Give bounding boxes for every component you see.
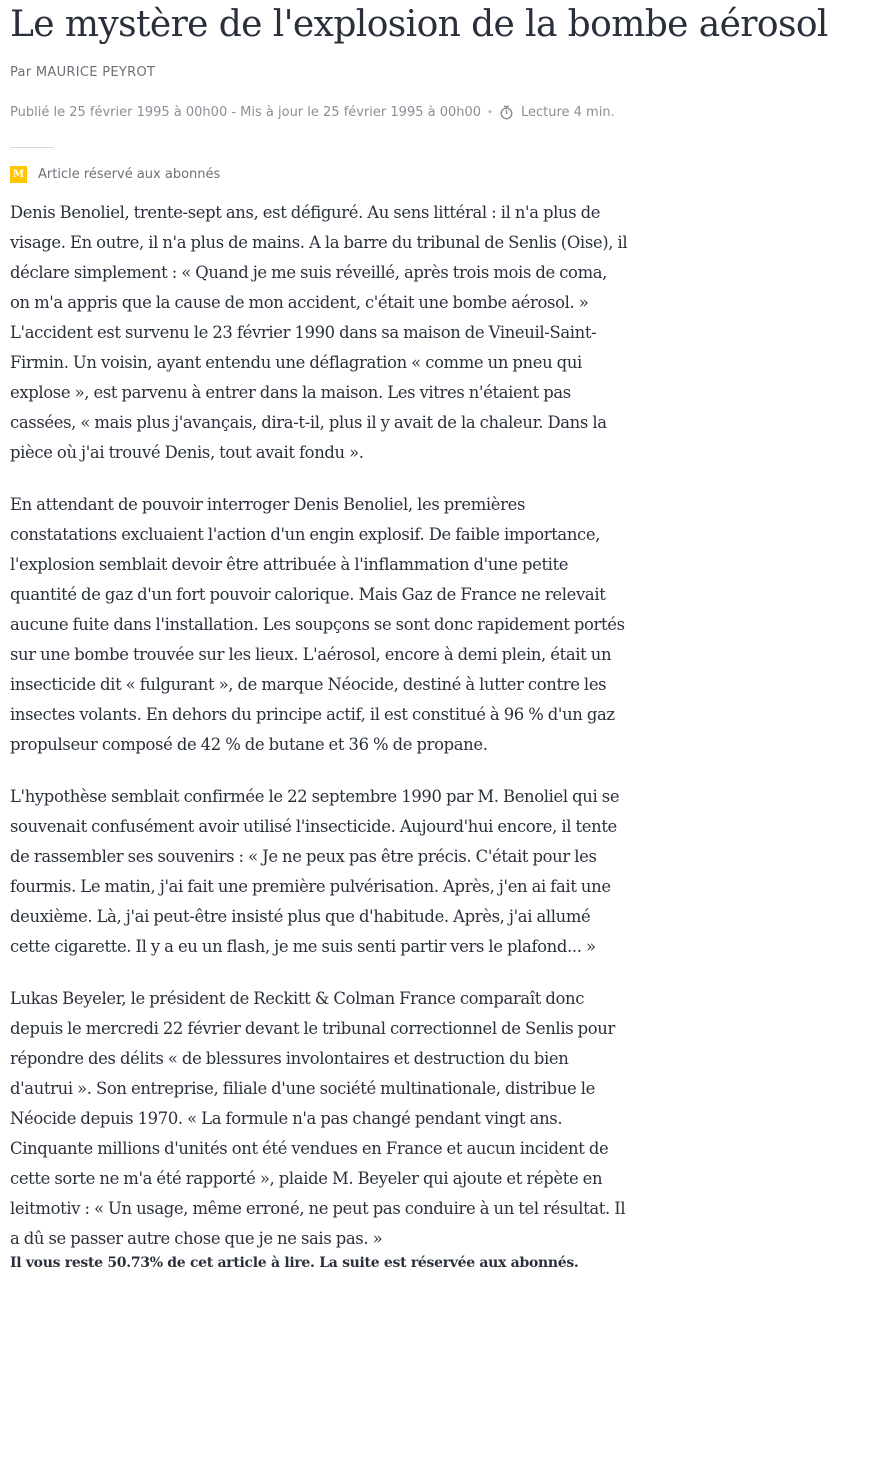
publication-dates: Publié le 25 février 1995 à 00h00 - Mis à jour le 25 février 1995 à 00h00 <box>10 105 482 120</box>
author-byline[interactable]: Par MAURICE PEYROT <box>10 65 156 80</box>
premium-label: Article réservé aux abonnés <box>38 167 221 182</box>
premium-notice <box>10 166 882 183</box>
subscriber-badge-icon: M <box>10 166 27 183</box>
stopwatch-icon <box>499 105 514 120</box>
article-body <box>10 198 630 1273</box>
article-paragraph: Denis Benoliel, trente-sept ans, est défiguré. Au sens littéral : il n'a plus de visage. En outre, il n'a plus de mains. A la barre du tribunal de Senlis (Oise), il déclare simplement : « Quand je me suis réveillé, après trois mois de coma, on m'a appris que la cause de mon accident, c'était une bombe aérosol. » L'accident est survenu le 23 février 1990 dans sa maison de Vineuil-Saint-Firmin. Un voisin, ayant entendu une déflagration « comme un pneu qui explose », est parvenu à entrer dans la maison. Les vitres n'étaient pas cassées, « mais plus j'avançais, dira-t-il, plus il y avait de la chaleur. Dans la pièce où j'ai trouvé Denis, tout avait fondu ». <box>10 203 628 462</box>
article-paragraph: En attendant de pouvoir interroger Denis Benoliel, les premières constatations excluaient l'action d'un engin explosif. De faible importance, l'explosion semblait devoir être attribuée à l'inflammation d'une petite quantité de gaz d'un fort pouvoir calorique. Mais Gaz de France ne relevait aucune fuite dans l'installation. Les soupçons se sont donc rapidement portés sur une bombe trouvée sur les lieux. L'aérosol, encore à demi plein, était un insecticide dit « fulgurant », de marque Néocide, destiné à lutter contre les insectes volants. En dehors du principe actif, il est constitué à 96 % d'un gaz propulseur composé de 42 % de butane et 36 % de propane. <box>10 495 625 754</box>
header-divider <box>10 147 54 148</box>
article-title: Le mystère de l'explosion de la bombe aérosol <box>10 4 828 45</box>
article <box>10 0 882 1273</box>
reading-time: Lecture 4 min. <box>520 105 615 120</box>
paywall-notice: Il vous reste 50.73% de cet article à lire. La suite est réservée aux abonnés. <box>10 1255 579 1271</box>
article-paragraph: Lukas Beyeler, le président de Reckitt & Colman France comparaît donc depuis le mercredi 22 février devant le tribunal correctionnel de Senlis pour répondre des délits « de blessures involontaires et destruction du bien d'autrui ». Son entreprise, filiale d'une société multinationale, distribue le Néocide depuis 1970. « La formule n'a pas changé pendant vingt ans. Cinquante millions d'unités ont été vendues en France et aucun incident de cette sorte ne m'a été rapporté », plaide M. Beyeler qui ajoute et répète en leitmotiv : « Un usage, même erroné, ne peut pas conduire à un tel résultat. Il a dû se passer autre chose que je ne sais pas. » <box>10 989 626 1248</box>
meta-separator: • <box>487 107 493 118</box>
article-paragraph: L'hypothèse semblait confirmée le 22 septembre 1990 par M. Benoliel qui se souvenait confusément avoir utilisé l'insecticide. Aujourd'hui encore, il tente de rassembler ses souvenirs : « Je ne peux pas être précis. C'était pour les fourmis. Le matin, j'ai fait une première pulvérisation. Après, j'en ai fait une deuxième. Là, j'ai peut-être insisté plus que d'habitude. Après, j'ai allumé cette cigarette. Il y a eu un flash, je me suis senti partir vers le plafond... » <box>10 787 620 956</box>
article-meta <box>10 105 882 120</box>
